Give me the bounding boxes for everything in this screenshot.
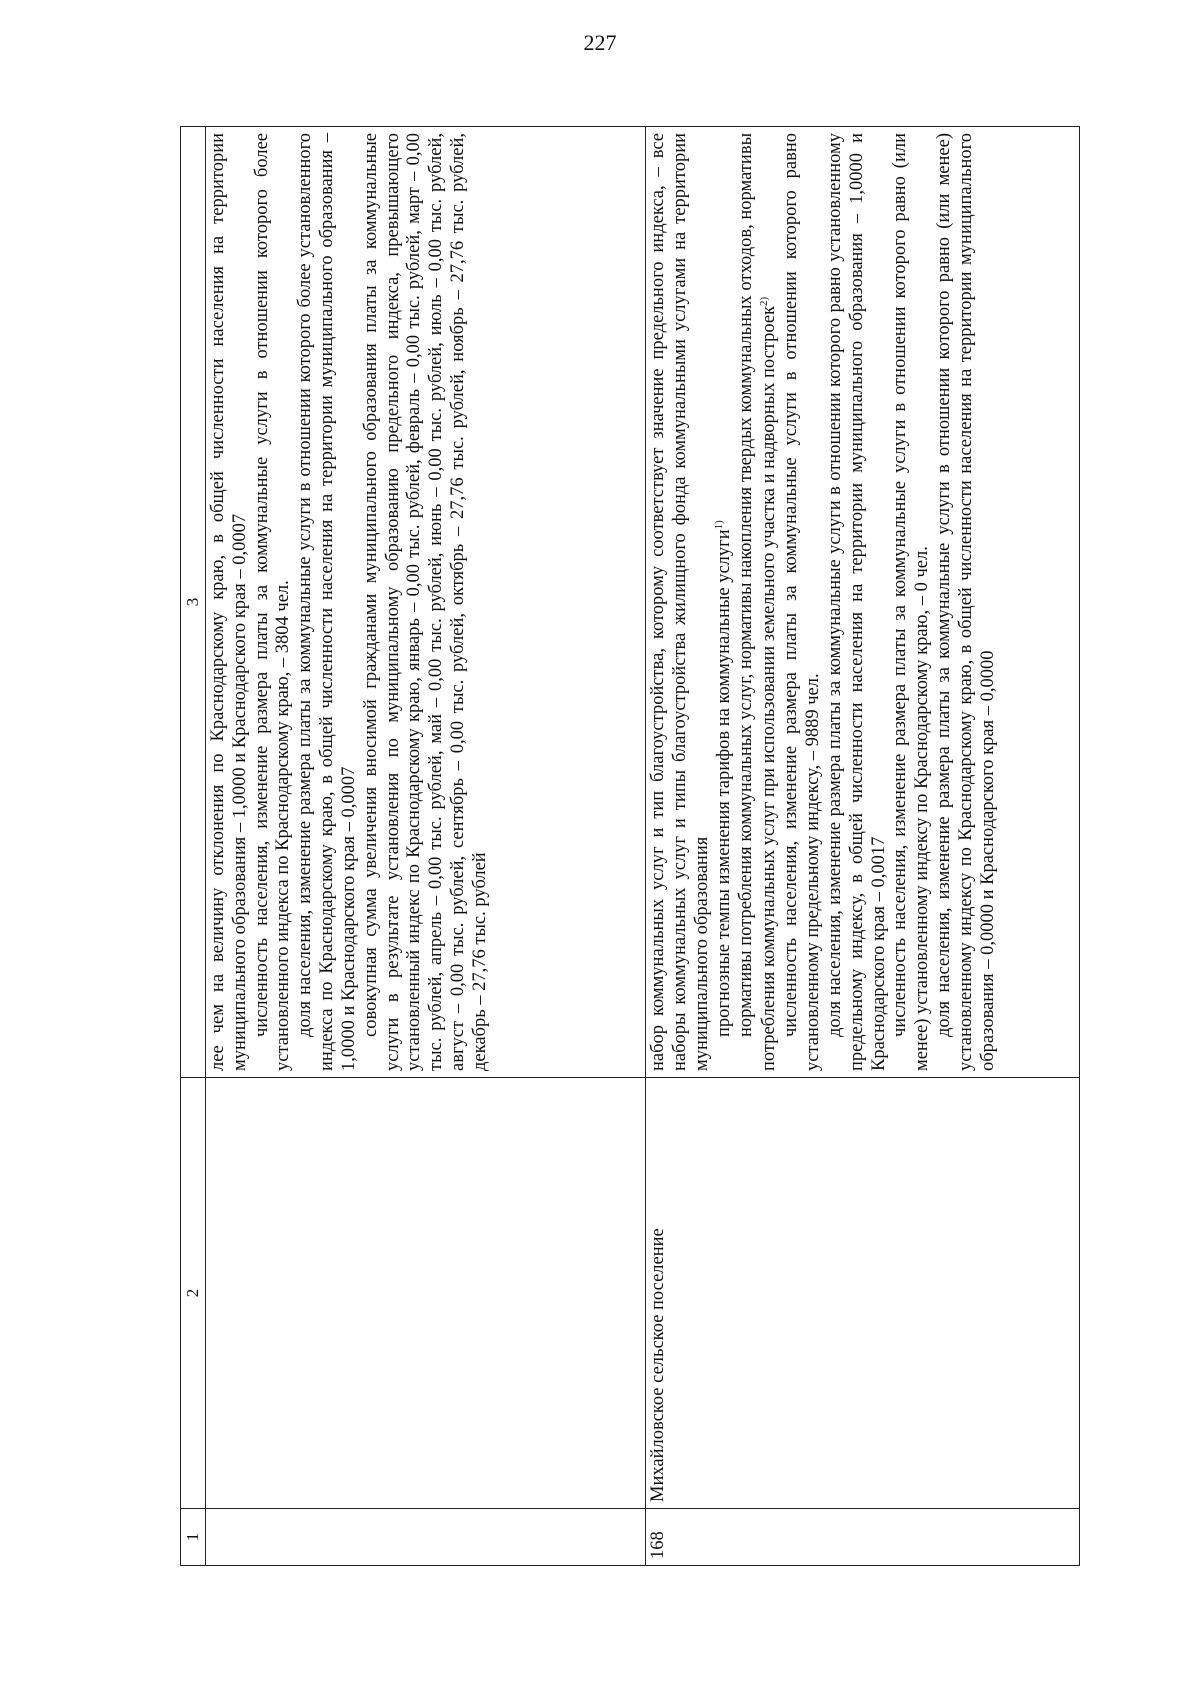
page-number: 227 (583, 30, 617, 55)
municipality-cell (206, 1078, 646, 1509)
detail-paragraph: доля населения, изменение размера платы за коммунальные услуги в отношении которого равно установленному предельному индексу, в общей численности населения на территории муниципального образования – 1,0000 и Краснодарского края – 0,0017 (824, 133, 889, 1071)
header-col-2: 2 (181, 1078, 206, 1509)
header-col-3: 3 (181, 127, 206, 1078)
detail-paragraph: лее чем на величину отклонения по Краснодарскому краю, в общей численности населения на территории муниципального образования – 1,0000 и Краснодарского края – 0,0007 (208, 133, 250, 1071)
rotated-table-container (180, 126, 1080, 1566)
municipality-cell: Михайловское сельское поселение (646, 1078, 1080, 1509)
footnote-mark: 1) (713, 520, 726, 530)
data-table (180, 126, 1080, 1566)
detail-paragraph: доля населения, изменение размера платы за коммунальные услуги в отношении которого более установленного индекса по Краснодарскому краю, в общей численности населения на территории муниципального образования – 1,0000 и Краснодарского края – 0,0007 (295, 133, 359, 1071)
detail-text: нормативы потребления коммунальных услуг, нормативы накопления твердых коммунальных отходов, нормативы потребления коммунальных услуг при использовании земельного участка и надворных построек (736, 133, 780, 1071)
header-col-1: 1 (181, 1509, 206, 1566)
detail-paragraph: совокупная сумма увеличения вносимой гражданами муниципального образования платы за коммунальные услуги в результате установления по муниципальному образованию предельного индекса, превышающего установленный индекс по Краснодарскому краю, январь – 0,00 тыс. рублей, февраль – 0,00 тыс. рублей, март – 0,00 тыс. рублей, апрель – 0,00 тыс. рублей, май – 0,00 тыс. рублей, июнь – 0,00 тыс. рублей, июль – 0,00 тыс. рублей, август – 0,00 тыс. рублей, сентябрь – 0,00 тыс. рублей, октябрь – 27,76 тыс. рублей, ноябрь – 27,76 тыс. рублей, декабрь – 27,76 тыс. рублей (360, 133, 490, 1071)
details-cell (646, 127, 1080, 1078)
table-header-row (181, 127, 206, 1566)
row-number-cell (206, 1509, 646, 1566)
footnote-mark: 2) (758, 296, 771, 306)
detail-paragraph (736, 133, 781, 1071)
table-row-168 (646, 127, 1080, 1566)
detail-paragraph: численность населения, изменение размера платы за коммунальные услуги в отношении которого более установленного индекса по Краснодарскому краю, – 3804 чел. (251, 133, 294, 1071)
detail-paragraph: набор коммунальных услуг и тип благоустройства, которому соответствует значение предельного индекса, – все наборы коммунальных услуг и типы благоустройства жилищного фонда коммунальными услугами на территории муниципального образования (648, 133, 712, 1071)
detail-paragraph (713, 133, 736, 1071)
detail-paragraph: численность населения, изменение размера платы за коммунальные услуги в отношении которого равно установленному предельному индексу, – 9889 чел. (781, 133, 824, 1071)
row-number-cell: 168 (646, 1509, 1080, 1566)
table-row-continued (206, 127, 646, 1566)
details-cell (206, 127, 646, 1078)
detail-text: прогнозные темпы изменения тарифов на коммунальные услуги (714, 529, 735, 1037)
detail-paragraph: доля населения, изменение размера платы за коммунальные услуги в отношении которого равно (или менее) установленному индексу по Краснодарскому краю, в общей численности населения на территории муниципального образования – 0,0000 и Краснодарского края – 0,0000 (934, 133, 998, 1071)
detail-paragraph: численность населения, изменение размера платы за коммунальные услуги в отношении которого равно (или менее) установленному индексу по Краснодарскому краю, – 0 чел. (890, 133, 933, 1071)
